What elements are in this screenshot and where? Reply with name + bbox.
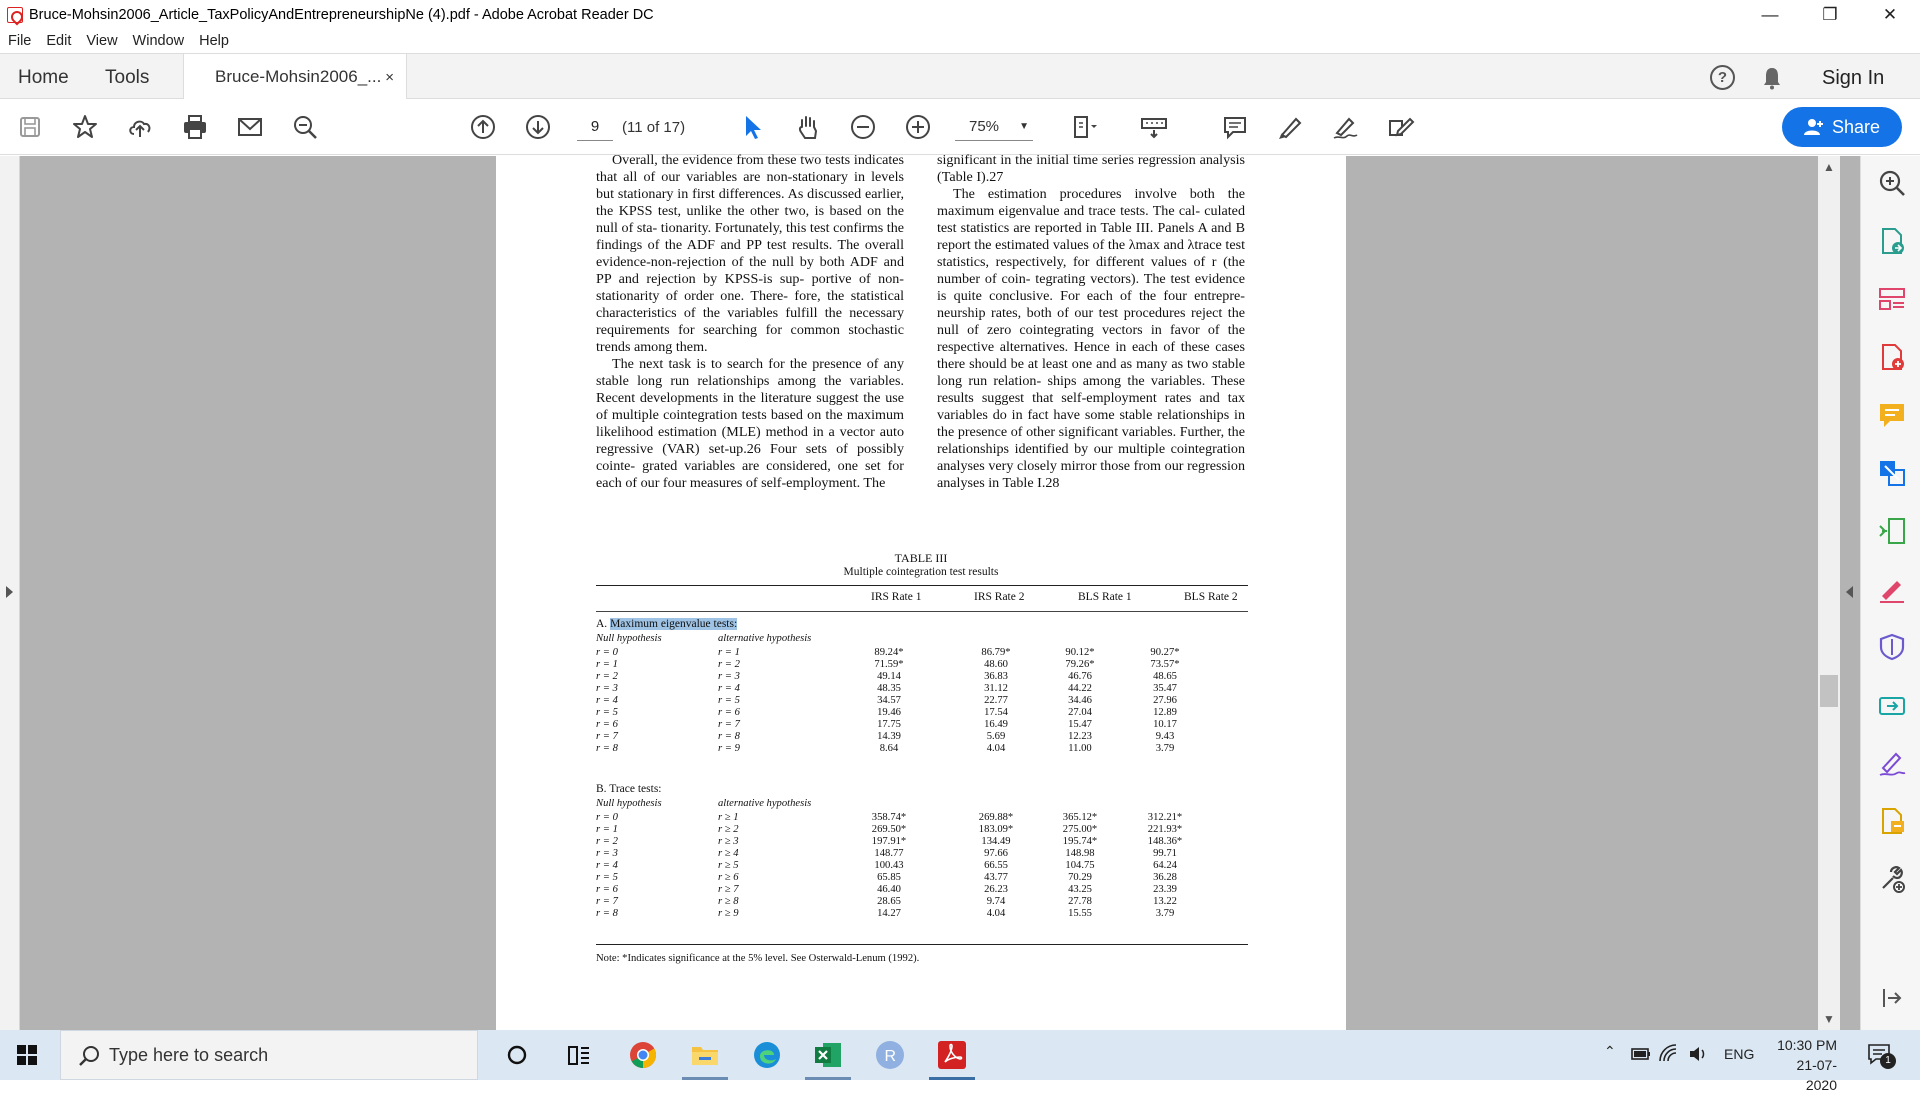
null-hypothesis-cell: r = 7 — [596, 896, 618, 907]
null-hypothesis-cell: r = 8 — [596, 908, 618, 919]
previous-page-icon[interactable] — [469, 113, 497, 141]
alt-hypothesis-cell: r ≥ 9 — [718, 908, 739, 919]
alt-hypothesis-cell: r ≥ 5 — [718, 860, 739, 871]
alt-hypothesis-cell: r ≥ 2 — [718, 824, 739, 835]
tab-document-label: Bruce-Mohsin2006_... — [215, 67, 382, 86]
table-value-cell: 49.14 — [877, 671, 901, 682]
table-value-cell: 17.75 — [877, 719, 901, 730]
table-value-cell: 148.98 — [1065, 848, 1095, 859]
table-title: TABLE III — [894, 551, 948, 565]
menu-help[interactable]: Help — [199, 33, 229, 49]
table-value-cell: 46.40 — [877, 884, 901, 895]
maximize-button[interactable]: ❐ — [1822, 4, 1838, 24]
table-value-cell: 15.55 — [1068, 908, 1092, 919]
table-value-cell: 365.12* — [1062, 812, 1098, 823]
table-value-cell: 15.47 — [1068, 719, 1092, 730]
table-subtitle: Multiple cointegration test results — [843, 566, 999, 578]
table-value-cell: 10.17 — [1153, 719, 1177, 730]
send-for-review-icon[interactable] — [1877, 690, 1907, 720]
table-value-cell: 104.75 — [1065, 860, 1095, 871]
table-value-cell: 48.60 — [984, 659, 1008, 670]
table-value-cell: 17.54 — [984, 707, 1008, 718]
r-app-icon[interactable] — [875, 1040, 905, 1070]
table-value-cell: 23.39 — [1153, 884, 1177, 895]
table-value-cell: 43.25 — [1068, 884, 1092, 895]
windows-start-icon[interactable] — [17, 1045, 37, 1065]
active-app-indicator — [929, 1077, 975, 1080]
alt-hypothesis-cell: r = 6 — [718, 707, 740, 718]
pdf-page — [496, 152, 1346, 1030]
alt-hypothesis-cell: r = 1 — [718, 647, 740, 658]
column-header: BLS Rate 2 — [1184, 591, 1238, 603]
taskbar — [0, 1030, 1920, 1093]
table-value-cell: 44.22 — [1068, 683, 1092, 694]
select-cursor-icon[interactable] — [739, 113, 767, 141]
table-value-cell: 31.12 — [984, 683, 1008, 694]
table-value-cell: 65.85 — [877, 872, 901, 883]
table-value-cell: 26.23 — [984, 884, 1008, 895]
null-hypothesis-cell: r = 6 — [596, 719, 618, 730]
acrobat-app-icon — [7, 7, 23, 23]
null-hypothesis-cell: r = 0 — [596, 812, 618, 823]
table-value-cell: 9.43 — [1155, 731, 1175, 742]
close-window-button[interactable]: ✕ — [1882, 4, 1898, 24]
table-value-cell: 11.00 — [1068, 743, 1092, 754]
menu-bar — [0, 29, 1920, 53]
alt-hypothesis-cell: r ≥ 3 — [718, 836, 739, 847]
table-value-cell: 35.47 — [1153, 683, 1177, 694]
scroll-down-icon[interactable]: ▼ — [1823, 1012, 1835, 1026]
collapse-tools-icon[interactable] — [1880, 986, 1904, 1010]
left-column-text — [596, 152, 904, 492]
wifi-icon[interactable] — [1658, 1043, 1678, 1063]
table-value-cell: 19.46 — [877, 707, 901, 718]
tab-tools[interactable]: Tools — [105, 67, 150, 88]
clock-date: 21-07-2020 — [1796, 1057, 1837, 1093]
scroll-up-icon[interactable]: ▲ — [1823, 160, 1835, 174]
null-hypothesis-cell: r = 3 — [596, 683, 618, 694]
table-value-cell: 16.49 — [984, 719, 1008, 730]
search-icon — [78, 1045, 100, 1067]
null-hypothesis-cell: r = 5 — [596, 872, 618, 883]
comment-icon[interactable] — [1221, 113, 1249, 141]
table-value-cell: 13.22 — [1153, 896, 1177, 907]
table-top-rule — [596, 585, 1248, 586]
minimize-button[interactable]: — — [1761, 4, 1779, 24]
speaker-icon[interactable] — [1688, 1045, 1708, 1063]
alt-hypothesis-cell: r ≥ 6 — [718, 872, 739, 883]
table-value-cell: 79.26* — [1065, 659, 1095, 670]
table-value-cell: 12.89 — [1153, 707, 1177, 718]
alt-hypothesis-cell: r = 2 — [718, 659, 740, 670]
table-value-cell: 43.77 — [984, 872, 1008, 883]
null-hypothesis-cell: r = 2 — [596, 671, 618, 682]
battery-icon[interactable] — [1631, 1047, 1651, 1061]
active-app-indicator — [682, 1077, 728, 1080]
sign-in-button[interactable]: Sign In — [1822, 67, 1885, 89]
panel-a-label — [596, 618, 737, 630]
table-value-cell: 28.65 — [877, 896, 901, 907]
column-header: BLS Rate 1 — [1078, 591, 1132, 603]
paragraph: significant in the initial time series regression analysis (Table I).27 — [937, 152, 1245, 185]
null-hypothesis-cell: r = 1 — [596, 659, 618, 670]
alt-hypothesis-cell: r = 3 — [718, 671, 740, 682]
help-icon[interactable]: ? — [1710, 65, 1735, 90]
page-number-input[interactable]: 9 — [577, 113, 613, 141]
table-value-cell: 48.35 — [877, 683, 901, 694]
fill-sign-icon[interactable] — [1386, 113, 1414, 141]
alt-hypothesis-cell: r = 5 — [718, 695, 740, 706]
table-value-cell: 34.57 — [877, 695, 901, 706]
table-value-cell: 64.24 — [1153, 860, 1177, 871]
tab-document[interactable] — [183, 54, 407, 100]
table-value-cell: 197.91* — [871, 836, 907, 847]
zoom-search-icon[interactable] — [1877, 168, 1907, 198]
null-hypothesis-cell: r = 1 — [596, 824, 618, 835]
bookmark-star-icon[interactable] — [71, 113, 99, 141]
zoom-in-icon[interactable] — [904, 113, 932, 141]
alt-hypothesis-cell: r = 9 — [718, 743, 740, 754]
null-hypothesis-cell: r = 8 — [596, 743, 618, 754]
collapse-right-panel-icon[interactable] — [1846, 586, 1853, 598]
draw-sign-icon[interactable] — [1331, 113, 1359, 141]
table-value-cell: 9.74 — [986, 896, 1006, 907]
table-value-cell: 134.49 — [981, 836, 1011, 847]
hand-tool-icon[interactable] — [794, 113, 822, 141]
tabs-row — [0, 53, 1920, 99]
table-value-cell: 4.04 — [986, 743, 1006, 754]
menu-edit[interactable]: Edit — [46, 33, 72, 49]
null-hypothesis-cell: r = 4 — [596, 695, 618, 706]
table-value-cell: 14.27 — [877, 908, 901, 919]
table-value-cell: 269.50* — [871, 824, 907, 835]
table-value-cell: 66.55 — [984, 860, 1008, 871]
table-value-cell: 8.64 — [879, 743, 899, 754]
page-count: (11 of 17) — [622, 119, 686, 136]
vertical-scrollbar[interactable] — [1818, 156, 1840, 1030]
share-button[interactable] — [1782, 107, 1902, 147]
table-value-cell: 3.79 — [1155, 908, 1175, 919]
null-hypothesis-header: Null hypothesis — [596, 633, 662, 644]
column-header: IRS Rate 2 — [974, 591, 1025, 603]
page-fit-icon[interactable] — [1070, 113, 1098, 141]
export-pdf-icon[interactable] — [1877, 226, 1907, 256]
table-value-cell: 100.43 — [874, 860, 904, 871]
alt-hypothesis-cell: r = 8 — [718, 731, 740, 742]
null-hypothesis-cell: r = 2 — [596, 836, 618, 847]
upload-cloud-icon[interactable] — [126, 113, 154, 141]
save-icon[interactable] — [16, 113, 44, 141]
right-column-text — [937, 152, 1245, 492]
file-explorer-icon[interactable] — [690, 1040, 720, 1070]
null-hypothesis-cell: r = 7 — [596, 731, 618, 742]
table-header-rule — [596, 611, 1248, 612]
notification-count-badge: 1 — [1880, 1053, 1896, 1069]
edge-browser-icon[interactable] — [752, 1040, 782, 1070]
window-title: Bruce-Mohsin2006_Article_TaxPolicyAndEntrepreneurshipNe (4).pdf - Adobe Acrobat Reader DC — [29, 6, 654, 23]
panel-a-prefix: A. — [596, 618, 608, 630]
table-bottom-rule — [596, 944, 1248, 945]
zoom-level-dropdown[interactable] — [955, 113, 1033, 141]
table-value-cell: 99.71 — [1153, 848, 1177, 859]
table-value-cell: 73.57* — [1150, 659, 1180, 670]
toolbar — [0, 99, 1920, 155]
panel-a-title-selected[interactable]: Maximum eigenvalue tests: — [610, 618, 738, 630]
right-tools-panel — [1860, 156, 1920, 1030]
combine-files-icon[interactable] — [1877, 458, 1907, 488]
acrobat-taskbar-icon[interactable] — [937, 1040, 967, 1070]
paragraph: Overall, the evidence from these two tests indicates that all of our variables are non-stationary in levels but stationary in first differences. As discussed earlier, the KPSS test, unlike the other two, is based on the null of sta- tionarity. Fortunately, this test confirms the findings of the ADF and PP test results. The overall evidence-non-rejection of the null by both ADF and PP and rejection by KPSS-is sup- portive of non-stationarity of order one. There- fore, the statistical characteristics of the variables fulfill the necessary requirements for searching for common stochastic trends among them. — [596, 152, 904, 355]
expand-left-panel-icon[interactable] — [6, 586, 13, 598]
language-indicator[interactable]: ENG — [1724, 1046, 1755, 1062]
alt-hypothesis-cell: r ≥ 7 — [718, 884, 739, 895]
left-panel-toggle[interactable] — [0, 156, 20, 1030]
more-tools-icon[interactable] — [1877, 864, 1907, 894]
search-zoom-icon[interactable] — [291, 113, 319, 141]
email-icon[interactable] — [236, 113, 264, 141]
table-value-cell: 5.69 — [986, 731, 1006, 742]
table-note: Note: *Indicates significance at the 5% level. See Osterwald-Lenum (1992). — [596, 953, 920, 964]
table-value-cell: 195.74* — [1062, 836, 1098, 847]
null-hypothesis-cell: r = 6 — [596, 884, 618, 895]
table-value-cell: 34.46 — [1068, 695, 1092, 706]
table-value-cell: 71.59* — [874, 659, 904, 670]
next-page-icon[interactable] — [524, 113, 552, 141]
keyboard-scroll-icon[interactable] — [1140, 113, 1168, 141]
table-value-cell: 221.93* — [1147, 824, 1183, 835]
clock[interactable] — [1769, 1035, 1837, 1095]
table-value-cell: 48.65 — [1153, 671, 1177, 682]
table-value-cell: 14.39 — [877, 731, 901, 742]
null-hypothesis-cell: r = 0 — [596, 647, 618, 658]
alt-hypothesis-header: alternative hypothesis — [718, 798, 812, 809]
taskbar-search-input[interactable] — [60, 1030, 478, 1080]
paragraph: The estimation procedures involve both the maximum eigenvalue and trace tests. The cal- culated test statistics are reported in Table III. Panels A and B report the estimated values of the λmax and λtrace test statistics, respectively, for different values of r (the number of coin- tegrating vectors). The test evidence is quite conclusive. For each of the four entrepre- neurship rates, both of our test procedures reject the null of zero cointegrating vectors in favor of the respective alternatives. Hence in each of these cases there should be at least one and as many as two stable long run relation- ships among the variables. These results suggest that self-employment rates and tax variables do in fact have some stable relationships in the presence of other significant variables. Further, the relationships identified by our multiple cointegration analyses very closely mirror those from our regression analyses in Table I.28 — [937, 186, 1245, 491]
zoom-level-value: 75% — [969, 118, 1000, 135]
notifications-icon[interactable] — [1868, 1044, 1894, 1066]
alt-hypothesis-cell: r ≥ 8 — [718, 896, 739, 907]
share-label: Share — [1831, 116, 1881, 137]
protect-shield-icon[interactable] — [1877, 632, 1907, 662]
task-view-icon[interactable] — [567, 1044, 591, 1066]
table-value-cell: 97.66 — [984, 848, 1008, 859]
table-value-cell: 27.78 — [1068, 896, 1092, 907]
menu-window[interactable]: Window — [132, 33, 185, 49]
active-app-indicator — [805, 1077, 851, 1080]
table-value-cell: 36.83 — [984, 671, 1008, 682]
table-value-cell: 27.04 — [1068, 707, 1092, 718]
clock-time: 10:30 PM — [1777, 1037, 1837, 1053]
menu-file[interactable]: File — [8, 33, 32, 49]
print-icon[interactable] — [181, 113, 209, 141]
cortana-icon[interactable] — [506, 1044, 528, 1066]
table-value-cell: 89.24* — [874, 647, 904, 658]
comment-tool-icon[interactable] — [1877, 400, 1907, 430]
fill-and-sign-icon[interactable] — [1877, 574, 1907, 604]
table-value-cell: 90.12* — [1065, 647, 1095, 658]
excel-icon[interactable] — [813, 1040, 843, 1070]
menu-view[interactable]: View — [86, 33, 118, 49]
table-value-cell: 27.96 — [1153, 695, 1177, 706]
alt-hypothesis-header: alternative hypothesis — [718, 633, 812, 644]
table-value-cell: 46.76 — [1068, 671, 1092, 682]
add-user-icon — [1804, 118, 1824, 136]
null-hypothesis-cell: r = 5 — [596, 707, 618, 718]
table-value-cell: 183.09* — [978, 824, 1014, 835]
column-header: IRS Rate 1 — [871, 591, 922, 603]
search-placeholder: Type here to search — [109, 1044, 269, 1065]
highlight-pen-icon[interactable] — [1276, 113, 1304, 141]
alt-hypothesis-cell: r = 7 — [718, 719, 740, 730]
organize-pages-icon[interactable] — [1877, 284, 1907, 314]
bell-icon[interactable] — [1762, 66, 1782, 90]
null-hypothesis-cell: r = 3 — [596, 848, 618, 859]
table-value-cell: 90.27* — [1150, 647, 1180, 658]
table-value-cell: 86.79* — [981, 647, 1011, 658]
table-value-cell: 70.29 — [1068, 872, 1092, 883]
null-hypothesis-header: Null hypothesis — [596, 798, 662, 809]
table-value-cell: 269.88* — [978, 812, 1014, 823]
table-value-cell: 148.36* — [1147, 836, 1183, 847]
alt-hypothesis-cell: r ≥ 1 — [718, 812, 739, 823]
alt-hypothesis-cell: r ≥ 4 — [718, 848, 739, 859]
table-value-cell: 148.77 — [874, 848, 904, 859]
table-value-cell: 312.21* — [1147, 812, 1183, 823]
close-tab-icon[interactable]: × — [385, 68, 394, 86]
table-value-cell: 22.77 — [984, 695, 1008, 706]
panel-b-label: B. Trace tests: — [596, 783, 662, 795]
chrome-icon[interactable] — [628, 1040, 658, 1070]
svg-text:R: R — [884, 1048, 897, 1065]
paragraph: The next task is to search for the presence of any stable long run relationships among the variables. Recent developments in the literature suggest the use of multiple cointegration tests based on the maximum likelihood estimation (MLE) method in a vector auto regressive (VAR) set-up.26 Four sets of possibly cointe- grated variables are considered, one set for each of our four measures of self-employment. The — [596, 356, 904, 491]
zoom-out-icon[interactable] — [849, 113, 877, 141]
show-hidden-icons[interactable]: ⌃ — [1604, 1043, 1616, 1059]
create-pdf-icon[interactable] — [1877, 342, 1907, 372]
title-bar — [0, 0, 1920, 29]
compress-pdf-icon[interactable] — [1877, 516, 1907, 546]
tab-home[interactable]: Home — [18, 67, 69, 88]
request-signature-icon[interactable] — [1877, 748, 1907, 778]
alt-hypothesis-cell: r = 4 — [718, 683, 740, 694]
table-value-cell: 4.04 — [986, 908, 1006, 919]
table-value-cell: 275.00* — [1062, 824, 1098, 835]
chevron-down-icon: ▼ — [1019, 121, 1029, 132]
table-value-cell: 358.74* — [871, 812, 907, 823]
edit-pdf-icon[interactable] — [1877, 806, 1907, 836]
table-value-cell: 36.28 — [1153, 872, 1177, 883]
null-hypothesis-cell: r = 4 — [596, 860, 618, 871]
table-value-cell: 3.79 — [1155, 743, 1175, 754]
scrollbar-thumb[interactable] — [1820, 675, 1838, 707]
table-value-cell: 12.23 — [1068, 731, 1092, 742]
